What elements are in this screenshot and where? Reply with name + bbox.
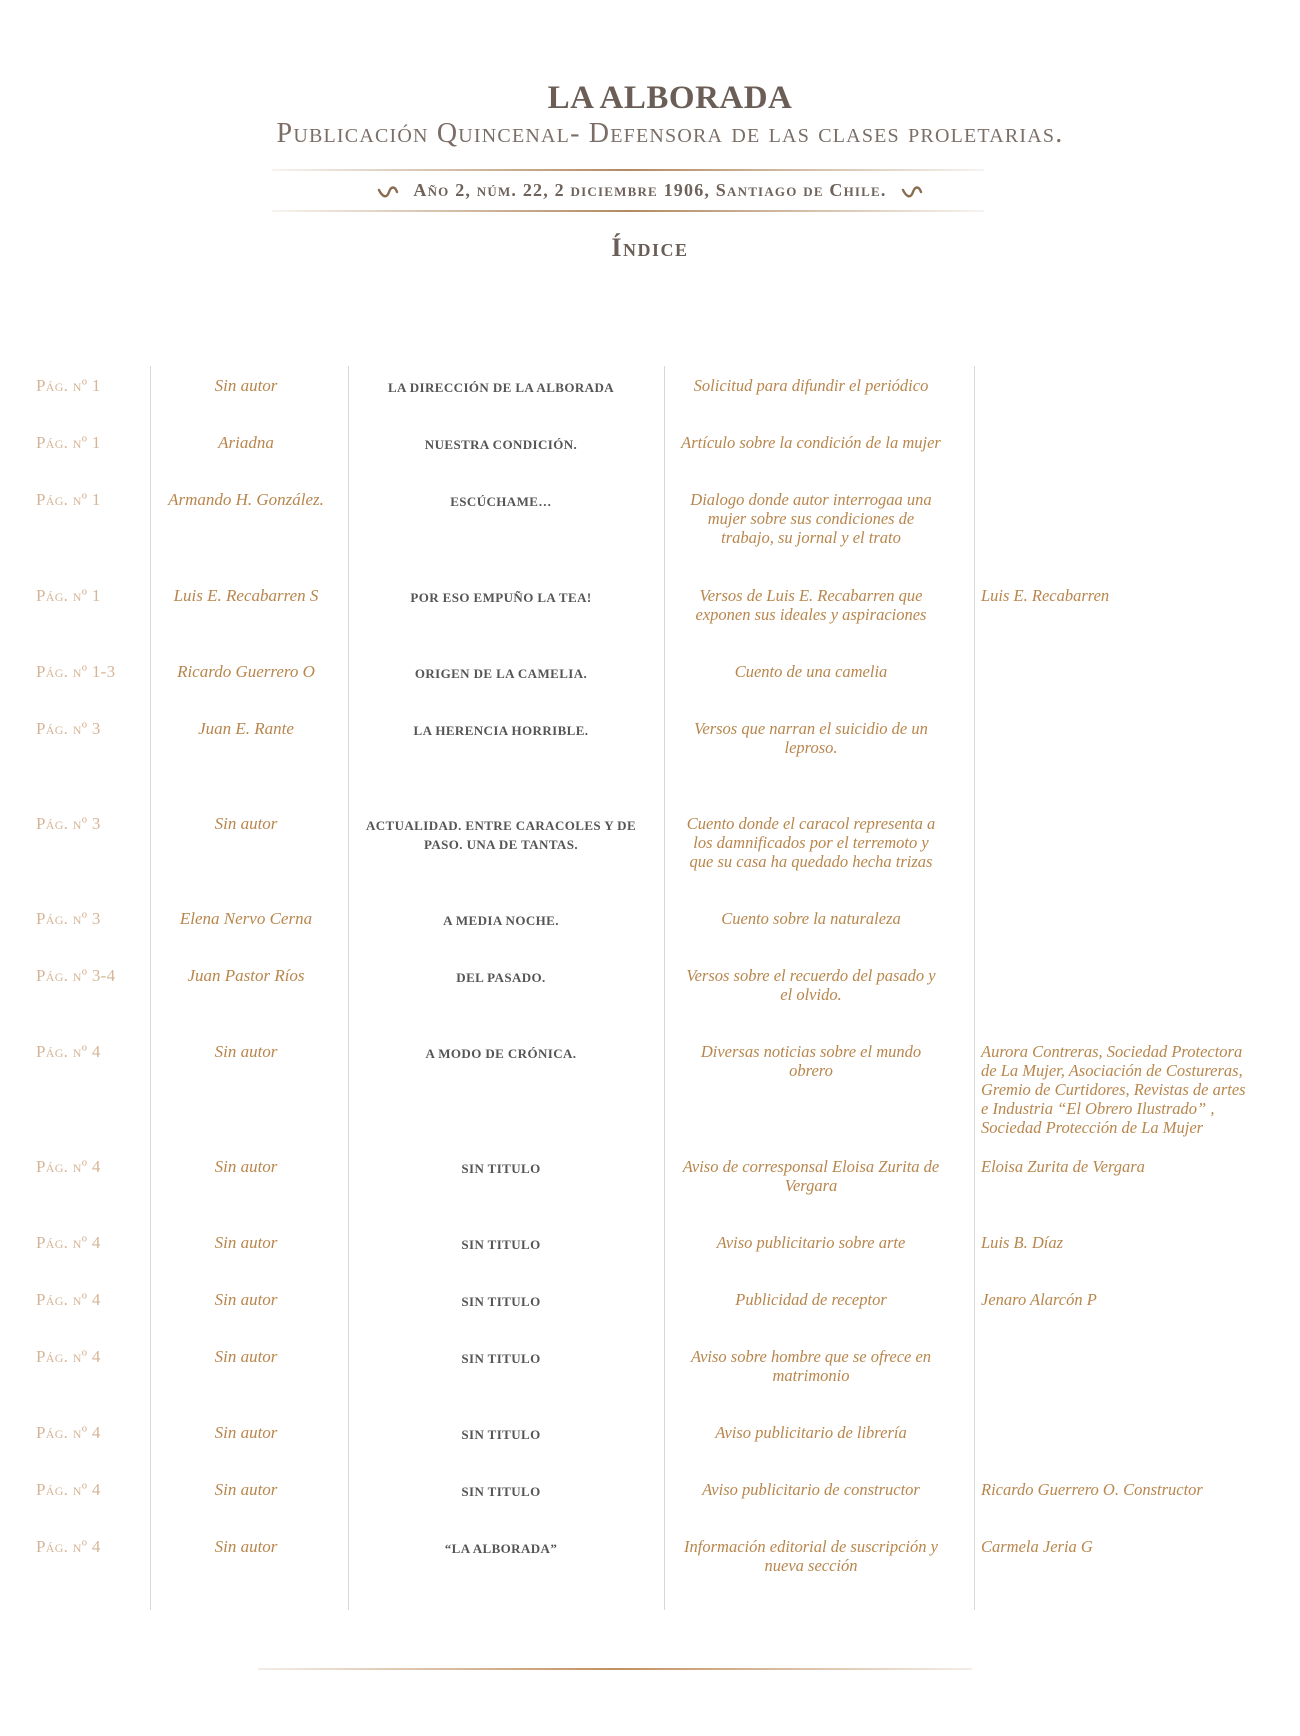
author: Sin autor xyxy=(214,1157,278,1176)
article-description: Artículo sobre la condición de la mujer xyxy=(681,433,941,452)
page-number: Pág. nº 4 xyxy=(36,1290,101,1309)
index-heading: Índice xyxy=(611,233,689,262)
article-description: Versos sobre el recuerdo del pasado y el olvido. xyxy=(686,966,936,1004)
article-description: Cuento donde el caracol representa a los damnificados por el terremoto y que su casa ha quedado hecha trizas xyxy=(686,814,936,871)
article-description: Versos que narran el suicidio de un leproso. xyxy=(694,719,928,757)
article-description: Aviso de corresponsal Eloisa Zurita de Vergara xyxy=(682,1157,940,1195)
page-number: Pág. nº 3-4 xyxy=(36,966,116,985)
author: Juan E. Rante xyxy=(198,719,294,738)
publication-title: LA ALBORADA xyxy=(547,80,793,116)
header-divider-bottom xyxy=(272,210,984,212)
article-description: Aviso publicitario de librería xyxy=(715,1423,907,1442)
author: Juan Pastor Ríos xyxy=(187,966,305,985)
page-number: Pág. nº 1 xyxy=(36,376,101,395)
author: Sin autor xyxy=(214,1423,278,1442)
author: Sin autor xyxy=(214,1042,278,1061)
left-flourish-icon xyxy=(377,178,399,206)
article-title: ACTUALIDAD. ENTRE CARACOLES Y DE PASO. UNA DE TANTAS. xyxy=(365,818,637,852)
author: Sin autor xyxy=(214,376,278,395)
article-description: Solicitud para difundir el periódico xyxy=(693,376,929,395)
page-number: Pág. nº 4 xyxy=(36,1347,101,1366)
page-number: Pág. nº 1 xyxy=(36,490,101,509)
article-description: Cuento de una camelia xyxy=(734,662,888,681)
article-description: Información editorial de suscripción y nueva sección xyxy=(684,1537,938,1575)
article-title: SIN TITULO xyxy=(461,1237,541,1252)
masthead xyxy=(0,78,1300,150)
article-title: LA DIRECCIÓN DE LA ALBORADA xyxy=(387,380,615,395)
publication-subtitle: Publicación Quincenal- Defensora de las clases proletarias. xyxy=(276,118,1064,149)
author: Ariadna xyxy=(218,433,274,452)
article-title: ESCÚCHAME… xyxy=(450,494,552,509)
article-references: Aurora Contreras, Sociedad Protectora de La Mujer, Asociación de Costureras, Gremio de Curtidores, Revistas de artes e Industria “El Obrero Ilustrado” , Sociedad Protección de La Mujer xyxy=(981,1042,1246,1137)
page-number: Pág. nº 4 xyxy=(36,1423,101,1442)
author: Sin autor xyxy=(214,1537,278,1556)
column-divider xyxy=(664,366,665,1610)
article-references: Carmela Jeria G xyxy=(981,1537,1093,1556)
article-description: Cuento sobre la naturaleza xyxy=(721,909,901,928)
footer-divider xyxy=(258,1668,972,1670)
issue-line xyxy=(0,176,1300,206)
issue-info: Año 2, núm. 22, 2 diciembre 1906, Santiago de Chile. xyxy=(413,180,887,200)
header-divider-top xyxy=(272,169,984,171)
author: Sin autor xyxy=(214,1233,278,1252)
article-title: SIN TITULO xyxy=(461,1351,541,1366)
article-description: Versos de Luis E. Recabarren que exponen sus ideales y aspiraciones xyxy=(695,586,927,624)
article-title: ORIGEN DE LA CAMELIA. xyxy=(414,666,588,681)
column-divider xyxy=(974,366,975,1610)
article-description: Publicidad de receptor xyxy=(735,1290,887,1309)
author: Sin autor xyxy=(214,1347,278,1366)
article-title: SIN TITULO xyxy=(461,1161,541,1176)
article-references: Luis B. Díaz xyxy=(981,1233,1064,1252)
page-number: Pág. nº 3 xyxy=(36,719,101,738)
author: Sin autor xyxy=(214,814,278,833)
page-number: Pág. nº 1-3 xyxy=(36,662,116,681)
article-references: Ricardo Guerrero O. Constructor xyxy=(981,1480,1203,1499)
author: Armando H. González. xyxy=(168,490,324,509)
article-title: A MODO DE CRÓNICA. xyxy=(425,1046,577,1061)
article-description: Diversas noticias sobre el mundo obrero xyxy=(700,1042,922,1080)
page-number: Pág. nº 1 xyxy=(36,433,101,452)
article-title: SIN TITULO xyxy=(461,1427,541,1442)
article-title: A MEDIA NOCHE. xyxy=(443,913,559,928)
page-number: Pág. nº 4 xyxy=(36,1042,101,1061)
article-title: SIN TITULO xyxy=(461,1484,541,1499)
author: Elena Nervo Cerna xyxy=(179,909,313,928)
author: Sin autor xyxy=(214,1290,278,1309)
right-flourish-icon xyxy=(901,178,923,206)
column-divider xyxy=(348,366,349,1610)
page-number: Pág. nº 3 xyxy=(36,814,101,833)
article-references: Jenaro Alarcón P xyxy=(981,1290,1097,1309)
author: Ricardo Guerrero O xyxy=(177,662,315,681)
article-title: SIN TITULO xyxy=(461,1294,541,1309)
article-references: Eloisa Zurita de Vergara xyxy=(981,1157,1145,1176)
author: Luis E. Recabarren S xyxy=(173,586,319,605)
page-number: Pág. nº 4 xyxy=(36,1537,101,1556)
article-title: “LA ALBORADA” xyxy=(444,1541,558,1556)
article-description: Aviso publicitario sobre arte xyxy=(716,1233,906,1252)
article-title: DEL PASADO. xyxy=(456,970,546,985)
article-description: Aviso sobre hombre que se ofrece en matrimonio xyxy=(690,1347,932,1385)
article-title: POR ESO EMPUÑO LA TEA! xyxy=(410,590,592,605)
author: Sin autor xyxy=(214,1480,278,1499)
page-number: Pág. nº 1 xyxy=(36,586,101,605)
page-number: Pág. nº 4 xyxy=(36,1480,101,1499)
article-description: Aviso publicitario de constructor xyxy=(702,1480,920,1499)
page-number: Pág. nº 4 xyxy=(36,1233,101,1252)
article-title: NUESTRA CONDICIÓN. xyxy=(424,437,578,452)
article-description: Dialogo donde autor interrogaa una mujer sobre sus condiciones de trabajo, su jornal y el trato xyxy=(690,490,932,547)
article-title: LA HERENCIA HORRIBLE. xyxy=(413,723,589,738)
page-number: Pág. nº 4 xyxy=(36,1157,101,1176)
article-references: Luis E. Recabarren xyxy=(981,586,1110,605)
page-number: Pág. nº 3 xyxy=(36,909,101,928)
